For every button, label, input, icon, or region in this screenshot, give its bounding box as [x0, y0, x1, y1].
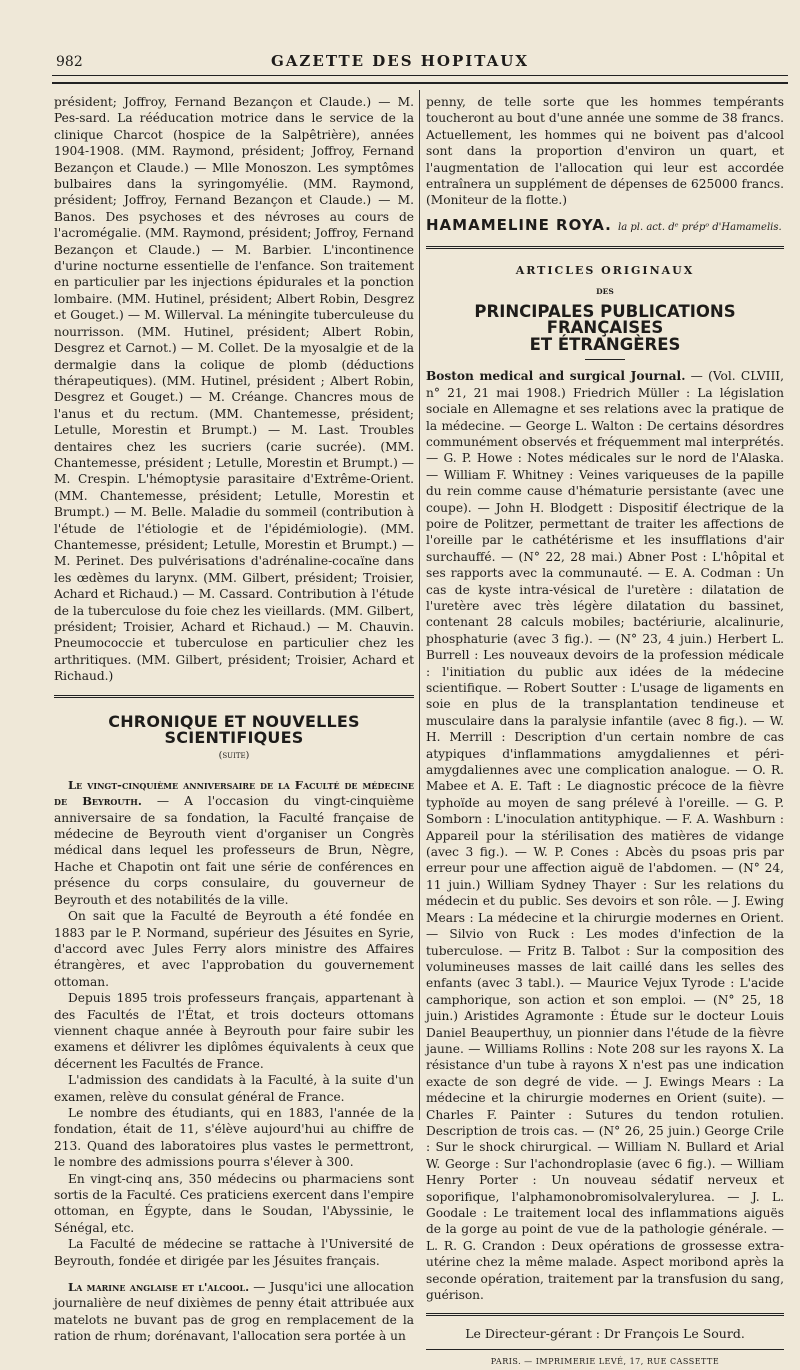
short-rule [585, 359, 625, 360]
journal-body: — (Vol. CLVIII, n° 21, 21 mai 1908.) Friedrich Müller : La législation sociale en Allemagne et ses relations avec la pratique de la médecine. — George L. Walton : De certains désordres communément observés et fréquemment mal interprétés. — G. P. Howe : Notes médicales sur le nord de l'Alaska. — William F. Whitney : Veines variqueuses de la papille du rein comme cause d'hématurie persistante (avec une coupe). — John H. Blodgett : Dispositif électrique de la poire de Politzer, permettant de traiter les affections de l'oreille par le cathétérisme et les insufflations d'air surchauffé. — (N° 22, 28 mai.) Abner Post : L'hôpital et ses rapports avec la communauté. — E. A. Codman : Un cas de kyste intra-vésical de l'uretère : dilatation de l'uretère avec très légère dilatation du bassinet, contenant 28 calculs mobiles; bactériurie, alcalinurie, phosphaturie (avec 3 fig.). — (N° 23, 4 juin.) Herbert L. Burrell : Les nouveaux devoirs de la profession médicale : l'initiation du public aux idées de la médecine scientifique. — Robert Soutter : L'usage de ligaments en soie en plus de la transplantation tendineuse et musculaire dans la paralysie infantile (avec 8 fig.). — W. H. Merrill : Description d'un certain nombre de cas atypiques d'inflammations amygdaliennes et péri-amygdaliennes avec une complication analogue. — O. R. Mabee et A. E. Taft : Le diagnostic précoce de la fièvre typhoïde au moyen de sang prélevé à l'oreille. — G. P. Somborn : L'inoculation antityphique. — F. A. Washburn : Appareil pour la stérilisation des matières de vidange (avec 3 fig.). — W. P. Cones : Abcès du psoas pris par erreur pour une affection aiguë de l'abdomen. — (N° 24, 11 juin.) William Sydney Thayer : Sur les relations du médecin et du public. Ses devoirs et son rôle. — J. Ewing Mears : La médecine et la chirurgie modernes en Orient. — Silvio von Ruck : Les modes d'infection de la tuberculose. — Fritz B. Talbot : Sur la composition des volumineuses masses de lait caillé dans les selles des enfants (avec 3 tabl.). — Maurice Vejux Tyrode : L'acide camphorique, son action et son emploi. — (N° 25, 18 juin.) Aristides Agramonte : Étude sur le docteur Louis Daniel Beauperthuy, un pionnier dans l'étude de la fièvre jaune. — Williams Rollins : Note 208 sur les rayons X. La résistance d'un tube à rayons X n'est pas une indication exacte de son degré de vide. — J. Ewings Mears : La médecine et la chirurgie modernes en Orient (suite). — Charles F. Painter : Sutures du tendon rotulien. Description de trois cas. — (N° 26, 25 juin.) George Crile : Sur le shock chirurgical. — William N. Bullard et Arial W. George : Sur l'achondroplasie (avec 6 fig.). — William Henry Porter : Un nouveau sédatif nerveux et soporifique, l'alphamonobromisolvalerylurea. — J. L. Goodale : Le traitement local des inflammations aiguës de la gorge au point de vue de la pathologie générale. — L. R. G. Crandon : Deux opérations de grossesse extra-utérine chez la même malade. Aspect moribond après la seconde opération, traitement par la transfusion du sang, guérison. [426, 369, 784, 1303]
principales-heading: PRINCIPALES PUBLICATIONS FRANÇAISES [474, 302, 736, 338]
header-rule [52, 75, 788, 76]
header-rule-double [52, 82, 788, 84]
boston-journal-paragraph [426, 368, 784, 1303]
articles-heading: ARTICLES ORIGINAUX [515, 264, 695, 278]
beyrouth-paragraph-2: On sait que la Faculté de Beyrouth a été fondée en 1883 par le P. Normand, supérieur des Jésuites en Syrie, d'accord avec Jules Ferry alors ministre des Affaires étrangères, et avec l'approbation du gouvernement ottoman. [54, 909, 414, 989]
beyrouth-paragraph-7: La Faculté de médecine se rattache à l'Université de Beyrouth, fondée et dirigée par les Jésuites français. [54, 1237, 414, 1268]
chronique-title: CHRONIQUE ET NOUVELLES SCIENTIFIQUES [108, 711, 360, 748]
beyrouth-paragraph-4: L'admission des candidats à la Faculté, à la suite d'un examen, relève du consulat général de France. [54, 1073, 414, 1104]
beyrouth-paragraph-5: Le nombre des étudiants, qui en 1883, l'année de la fondation, était de 11, s'élève aujourd'hui au chiffre de 213. Quand des laboratoires plus vastes le permettront, le nombre des admissions pourra s'élever à 300. [54, 1105, 414, 1170]
running-title: GAZETTE DES HOPITAUX [270, 52, 529, 70]
beyrouth-paragraph-3: Depuis 1895 trois professeurs français, appartenant à des Facultés de l'État, et trois docteurs ottomans viennent chaque année à Beyrouth pour faire subir les examens et délivrer les diplômes équivalents à ceux que décernent les Facultés de France. [54, 991, 414, 1071]
beyrouth-heading: Le vingt-cinquième anniversaire de la Faculté de médecine de Beyrouth. [54, 777, 414, 809]
etrangeres-heading: ET ÉTRANGÈRES [529, 334, 681, 354]
hamameline-advert [426, 217, 784, 236]
printer-line: PARIS. — IMPRIMERIE LEVÉ, 17, RUE CASSETTE [490, 1356, 720, 1366]
column-divider [419, 90, 420, 1120]
marine-paragraph [54, 1279, 414, 1345]
journal-title: Boston medical and surgical Journal. [426, 369, 686, 384]
des-heading: DES [596, 286, 614, 296]
marine-heading: La marine anglaise et l'alcool. [68, 1280, 250, 1295]
beyrouth-paragraph-1 [54, 777, 414, 908]
beyrouth-paragraph-6: En vingt-cinq ans, 350 médecins ou pharmaciens sont sortis de la Faculté. Ces praticiens exercent dans l'empire ottoman, en Égypte, dans le Soudan, l'Abyssinie, le Sénégal, etc. [54, 1171, 414, 1235]
advert-text: la pl. act. dᵉ prépᵒ d'Hamamelis. [618, 221, 782, 233]
right-column [426, 94, 784, 1370]
section-rule [54, 695, 414, 698]
advert-rule [426, 246, 784, 249]
director-line: Le Directeur-gérant : Dr François Le Sourd. [465, 1326, 745, 1342]
footer-rule [426, 1313, 784, 1316]
marine-text: — Jusqu'ici une allocation journalière de neuf dixièmes de penny était attribuée aux matelots ne buvant pas de grog en remplacement de la ration de rhum; dorénavant, l'allocation sera portée à un [54, 1280, 414, 1344]
chronique-subtitle: (suite) [218, 750, 250, 762]
left-column [54, 94, 414, 1345]
thesis-list-paragraph: président; Joffroy, Fernand Bezançon et Claude.) — M. Pes-sard. La rééducation motrice dans le service de la clinique Charcot (hospice de la Salpêtrière), années 1904-1908. (MM. Raymond, président; Joffroy, Fernand Bezançon et Claude.) — Mlle Monoszon. Les symptômes bulbaires dans la syringomyélie. (MM. Raymond, président; Joffroy, Fernand Bezançon et Claude.) — M. Banos. Des psychoses et des névroses au cours de l'acromégalie. (MM. Raymond, président; Joffroy, Fernand Bezançon et Claude.) — M. Barbier. L'incontinence d'urine nocturne essentielle de l'enfance. Son traitement en particulier par les injections épidurales et la ponction lombaire. (MM. Hutinel, président; Albert Robin, Desgrez et Gouget.) — M. Willerval. La méningite tuberculeuse du nourrisson. (MM. Hutinel, président; Albert Robin, Desgrez et Carnot.) — M. Collet. De la myosalgie et de la dermalgie dans la colique de plomb (déductions thérapeutiques). (MM. Hutinel, président ; Albert Robin, Desgrez et Gouget.) — M. Créange. Chancres mous de l'anus et du rectum. (MM. Chantemesse, président; Letulle, Morestin et Brumpt.) — M. Last. Troubles dentaires chez les sucriers (carie sucrée). (MM. Chantemesse, président ; Letulle, Morestin et Brumpt.) — M. Crespin. L'hémoptysie parasitaire d'Extrême-Orient. (MM. Chantemesse, président; Letulle, Morestin et Brumpt.) — M. Belle. Maladie du sommeil (contribution à l'étude de l'étiologie et de l'épidémiologie). (MM. Chantemesse, président; Letulle, Morestin et Brumpt.) — M. Perinet. Des pulvérisations d'adrénaline-cocaïne dans les œdèmes du larynx. (MM. Gilbert, président; Troisier, Achard et Richaud.) — M. Cassard. Contribution à l'étude de la tuberculose du foie chez les vieillards. (MM. Gilbert, président; Troisier, Achard et Richaud.) — M. Chauvin. Pneumococcie et tuberculose en particulier chez les arthritiques. (MM. Gilbert, président; Troisier, Achard et Richaud.) [54, 95, 414, 684]
footer-thin-rule [426, 1349, 784, 1350]
advert-brand: HAMAMELINE ROYA. [426, 215, 612, 234]
beyrouth-text-1: — A l'occasion du vingt-cinquième anniversaire de sa fondation, la Faculté française de médecine de Beyrouth vient d'organiser un Congrès médical dans lequel les professeurs de Brun, Nègre, Hache et Chapotin ont fait une série de conférences en présence du corps consulaire, du gouverneur de Beyrouth et des notabilités de la ville. [54, 794, 414, 907]
page-number: 982 [56, 54, 83, 70]
marine-continuation: penny, de telle sorte que les hommes tempérants toucheront au bout d'une année une somme de 38 francs. Actuellement, les hommes qui ne boivent pas d'alcool sont dans la proportion d'environ un quart, et l'augmentation de l'allocation qui leur est accordée entraînera un supplément de dépenses de 625000 francs. (Moniteur de la flotte.) [426, 95, 784, 208]
